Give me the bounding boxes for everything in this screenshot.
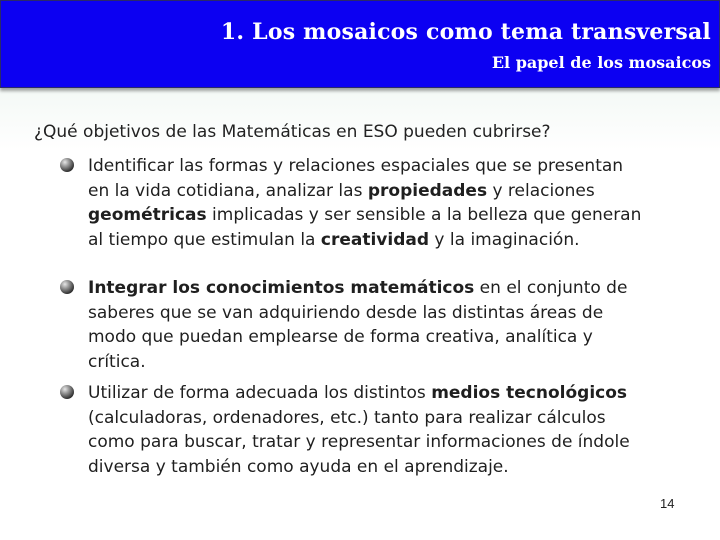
text-segment: (calculadoras, ordenadores, etc.) tanto para realizar cálculos como para buscar, tratar y representar informaciones de índole diversa y también como ayuda en el aprendizaje. [88, 407, 630, 477]
title-banner [0, 0, 720, 88]
bold-text: creatividad [320, 229, 430, 250]
bold-text: Integrar los conocimientos matemáticos [88, 278, 475, 298]
text-segment: y relaciones [487, 180, 595, 201]
bullet-text [88, 381, 648, 479]
question-heading: ¿Qué objetivos de las Matemáticas en ESO pueden cubrirse? [34, 122, 551, 142]
text-segment: Identificar las formas y relaciones espaciales que se presentan en la vida cotidiana, analizar las [88, 156, 624, 201]
text-segment: y la imaginación. [429, 229, 580, 250]
slide-title: 1. Los mosaicos como tema transversal [220, 19, 711, 45]
bold-text: propiedades [367, 180, 488, 201]
bullet-icon [60, 158, 74, 172]
bullet-item [60, 154, 650, 252]
slide-subtitle: El papel de los mosaicos [491, 53, 711, 72]
bullet-text [88, 154, 648, 252]
text-segment: en el conjunto de saberes que se van adquiriendo desde las distintas áreas de modo que puedan emplearse de forma creativa, analítica y crítica. [88, 278, 628, 372]
bullet-text [88, 276, 648, 374]
bullet-icon [60, 385, 74, 399]
bold-text: geométricas [88, 205, 207, 225]
text-segment: implicadas y ser sensible a la belleza que generan al tiempo que estimulan la [88, 205, 642, 250]
bullet-icon [60, 280, 74, 294]
bullet-item [60, 276, 650, 374]
text-segment: Utilizar de forma adecuada los distintos [88, 383, 432, 403]
page-number: 14 [660, 496, 675, 511]
bold-text: medios tecnológicos [431, 383, 628, 403]
bullet-item [60, 381, 650, 479]
